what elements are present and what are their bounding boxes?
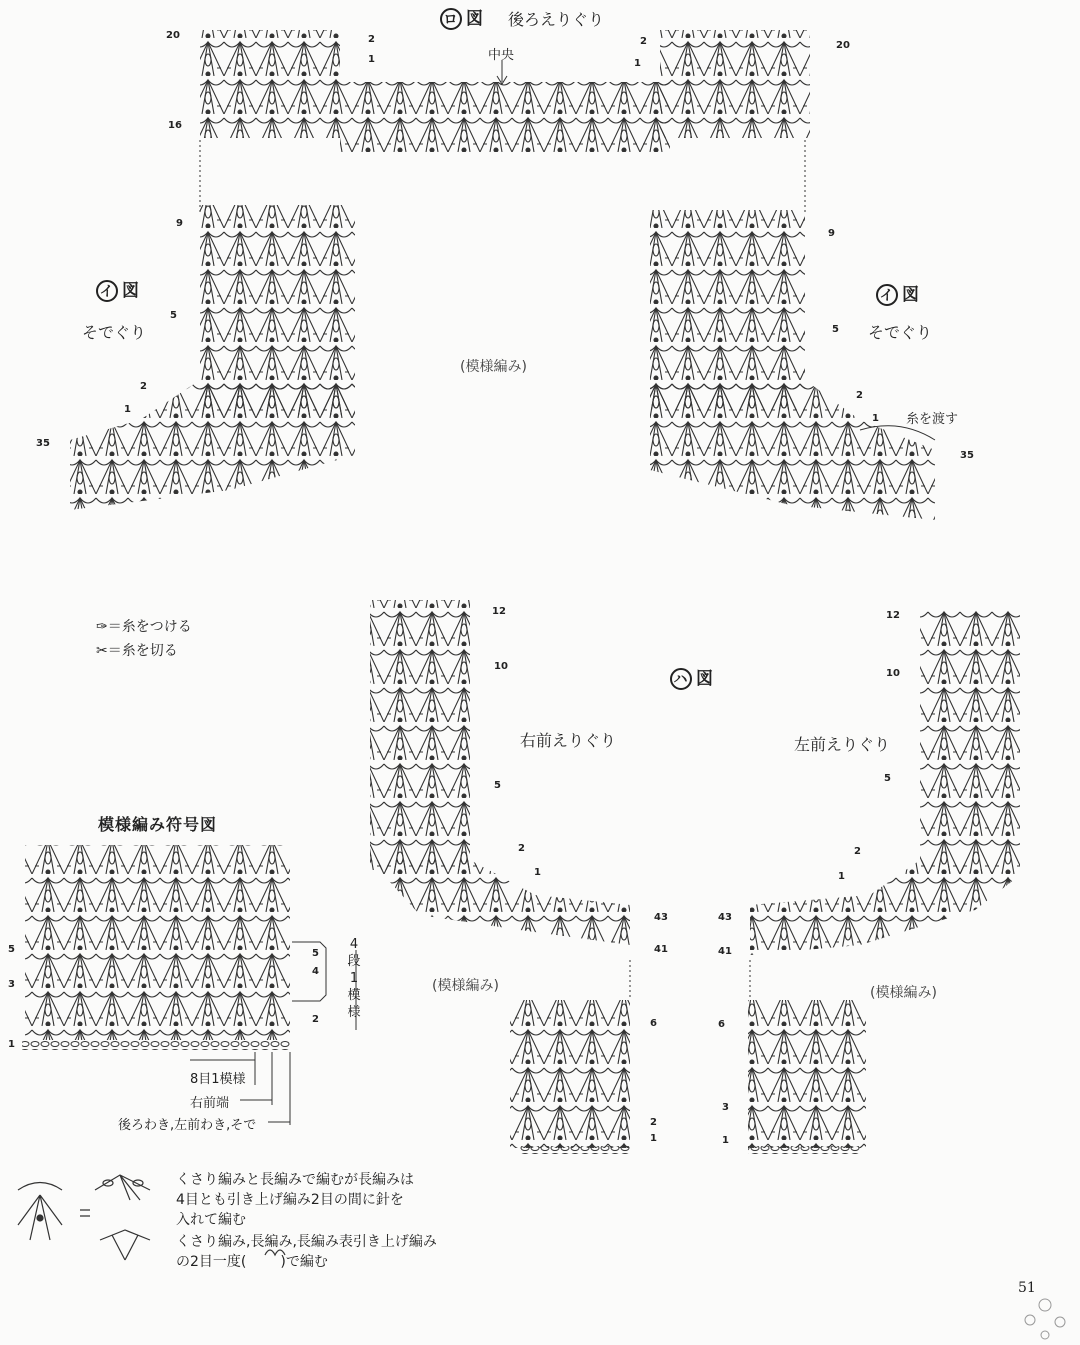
pattern-stitch-label-left: (模様編み)	[870, 985, 937, 1001]
ro-diagram-title: ロ 図	[440, 4, 484, 30]
row-label: 43	[654, 912, 668, 923]
row-label: 41	[654, 944, 668, 955]
row-label: 2	[856, 390, 863, 401]
row-label: 6	[650, 1018, 657, 1029]
ha-diagram-title: ハ 図	[670, 664, 714, 690]
ro-subtitle: 後ろえりぐり	[508, 10, 605, 29]
row-label: 12	[492, 606, 506, 617]
row-label: 1	[368, 54, 375, 65]
row-label: 10	[494, 661, 508, 672]
repeat-label: 8目1模様	[190, 1072, 246, 1087]
i-left-subtitle: そでぐり	[82, 323, 147, 342]
row-label: 2	[518, 843, 525, 854]
row-label: 5	[170, 310, 177, 321]
row-label: 9	[176, 218, 183, 229]
row-label: 2	[640, 36, 647, 47]
i-right-title: イ 図	[876, 280, 920, 306]
row-label: 1	[872, 413, 879, 424]
left-armhole-chart	[70, 205, 355, 510]
row-label: 2	[140, 381, 147, 392]
row-label: 1	[634, 58, 641, 69]
stitch-note-2: くさり編み,長編み,長編み表引き上げ編み の2目一度( )で編む	[176, 1234, 437, 1270]
row-label: 16	[168, 120, 182, 131]
row-label: 20	[166, 30, 180, 41]
row-label: 5	[832, 324, 839, 335]
row-label: 5	[312, 948, 319, 959]
row-label: 2	[312, 1014, 319, 1025]
row-label: 5	[494, 780, 501, 791]
pattern-stitch-label-right: (模様編み)	[432, 978, 499, 994]
row-label: 6	[718, 1019, 725, 1030]
row-label: 5	[8, 944, 15, 955]
row-label: 5	[884, 773, 891, 784]
attach-yarn-icon: ✑	[96, 619, 108, 635]
row-label: 12	[886, 610, 900, 621]
left-front-neckline-label: 左前えりぐり	[794, 735, 891, 754]
row-label: 1	[8, 1039, 15, 1050]
row-label: 35	[960, 450, 974, 461]
center-label: 中央	[488, 48, 515, 63]
carry-yarn-note: 糸を渡す	[906, 412, 959, 427]
back-side-sleeve-label: 後ろわき,左前わき,そで	[118, 1118, 257, 1133]
right-front-neckline-label: 右前えりぐり	[520, 731, 617, 750]
row-label: 1	[722, 1135, 729, 1146]
row-label: 41	[718, 946, 732, 957]
stitch-note-1: くさり編みと長編みで編むが長編みは 4目とも引き上げ編み2目の間に針を 入れて編む	[176, 1172, 414, 1228]
row-label: 2	[368, 34, 375, 45]
cut-yarn-icon: ✂	[96, 643, 108, 659]
stitch-symbol-chart	[22, 845, 356, 1125]
row-label: 9	[828, 228, 835, 239]
row-label: 4	[312, 966, 319, 977]
legend-cut-yarn: ✂＝糸を切る	[96, 643, 178, 659]
row-label: 1	[650, 1133, 657, 1144]
right-front-neckline-chart	[370, 600, 630, 1154]
row-label: 20	[836, 40, 850, 51]
legend-attach-yarn: ✑＝糸をつける	[96, 619, 192, 635]
right-armhole-chart	[650, 210, 935, 520]
row-label: 2	[854, 846, 861, 857]
row-label: 3	[8, 979, 15, 990]
row-label: 1	[838, 871, 845, 882]
pattern-stitch-label: (模様編み)	[460, 359, 527, 375]
i-right-subtitle: そでぐり	[868, 323, 933, 342]
row-label: 1	[124, 404, 131, 415]
right-front-end-label: 右前端	[190, 1096, 230, 1111]
row-label: 43	[718, 912, 732, 923]
row-label: 2	[650, 1117, 657, 1128]
left-front-neckline-chart	[748, 608, 1020, 1154]
symbol-chart-title: 模様編み符号図	[98, 815, 218, 834]
ro-symbol: ロ	[440, 8, 462, 30]
row-label: 10	[886, 668, 900, 679]
page-number: 51	[1018, 1280, 1036, 1296]
i-left-title: イ 図	[96, 276, 140, 302]
corner-ornament	[1025, 1299, 1065, 1339]
row-label: 3	[722, 1102, 729, 1113]
four-row-repeat-label: 4 段 1 模 様	[347, 937, 361, 1020]
row-label: 1	[534, 867, 541, 878]
row-label: 35	[36, 438, 50, 449]
